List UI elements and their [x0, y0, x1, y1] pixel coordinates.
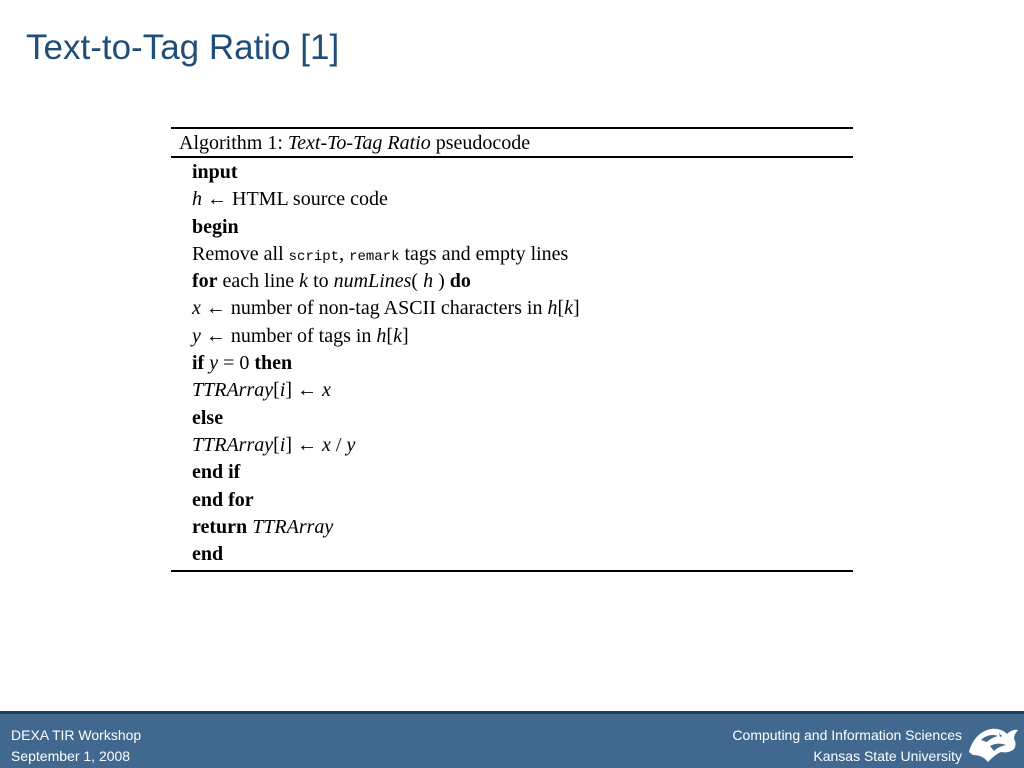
algo-line-return [192, 514, 853, 541]
line-text: tags and empty lines [399, 242, 569, 265]
algo-line-assign-x [192, 295, 853, 322]
caption-suffix: pseudocode [430, 132, 531, 154]
variable: TTRArray [252, 515, 334, 538]
line-text: ] [573, 297, 580, 320]
variable: h [192, 188, 202, 211]
line-text: ] ← [285, 379, 323, 402]
wildcat-logo-icon [966, 722, 1020, 766]
caption-name: Text-To-Tag Ratio [287, 132, 431, 154]
algorithm-caption [171, 127, 853, 158]
keyword: return [192, 515, 248, 538]
arrow: ← [202, 188, 232, 211]
algo-line-assign-ttr-ratio [192, 432, 853, 459]
variable: h [423, 270, 434, 293]
keyword: then [254, 352, 293, 375]
keyword: input [192, 161, 238, 183]
variable: numLines [333, 270, 412, 293]
algo-line-else [192, 405, 853, 432]
algo-line-remove [192, 241, 853, 268]
line-text: ) [433, 270, 450, 293]
algo-line-if [192, 350, 853, 377]
algo-line-assign-ttr-x [192, 377, 853, 404]
variable: TTRArray [192, 379, 274, 402]
separator: , [339, 242, 350, 265]
variable: k [393, 324, 402, 347]
line-text: ← number of non-tag ASCII characters in [200, 297, 548, 320]
caption-prefix: Algorithm 1: [179, 132, 288, 154]
line-text: [ [273, 433, 280, 456]
variable: y [346, 433, 356, 456]
line-text: [ [386, 324, 394, 347]
keyword: do [449, 270, 471, 293]
variable: h [376, 324, 387, 347]
algo-line-end-if [192, 459, 853, 486]
algorithm-body [171, 158, 853, 572]
keyword: end [192, 543, 224, 566]
variable: x [322, 379, 331, 402]
variable: x [192, 297, 201, 320]
keyword: else [192, 406, 224, 429]
line-text: / [330, 433, 347, 456]
algo-line-end [192, 541, 853, 568]
slide-title: Text-to-Tag Ratio [1] [26, 28, 340, 67]
variable: i [279, 433, 286, 456]
line-text: [ [273, 379, 280, 402]
variable: k [564, 297, 574, 320]
algo-line-begin [192, 214, 853, 241]
variable: y [192, 324, 201, 347]
keyword: end if [192, 461, 241, 484]
line-text: = 0 [218, 352, 255, 375]
algo-line-assign-y [192, 323, 853, 350]
variable: x [322, 433, 331, 456]
variable: i [279, 379, 286, 402]
footer-right [732, 725, 962, 767]
footer-bar [0, 711, 1024, 768]
algo-line-end-for [192, 487, 853, 514]
line-text: [ [557, 297, 565, 320]
line-text: each line [217, 270, 300, 293]
workshop-date: September 1, 2008 [11, 748, 131, 764]
algorithm-box [171, 127, 853, 572]
workshop-name: DEXA TIR Workshop [11, 727, 142, 743]
line-text: HTML source code [232, 188, 388, 211]
line-text: Remove all [192, 242, 289, 265]
variable: h [547, 297, 558, 320]
line-text: ← number of tags in [200, 324, 377, 347]
line-text: to [308, 270, 334, 293]
code-script: script [288, 248, 340, 265]
variable: TTRArray [192, 433, 274, 456]
line-text: ( [411, 270, 424, 293]
algo-line-input [192, 159, 853, 186]
keyword: for [192, 270, 218, 293]
code-remark: remark [349, 248, 400, 265]
line-text: ] [401, 324, 409, 347]
variable: k [299, 270, 309, 293]
department-name: Computing and Information Sciences [732, 727, 962, 743]
university-name: Kansas State University [813, 748, 962, 764]
variable: y [209, 352, 219, 375]
keyword: if [192, 352, 205, 375]
algo-line-assign-h [192, 186, 853, 213]
keyword: end for [192, 488, 254, 511]
footer-left [11, 725, 141, 767]
keyword: begin [192, 215, 239, 238]
line-text: ] ← [285, 433, 323, 456]
algo-line-for [192, 268, 853, 295]
